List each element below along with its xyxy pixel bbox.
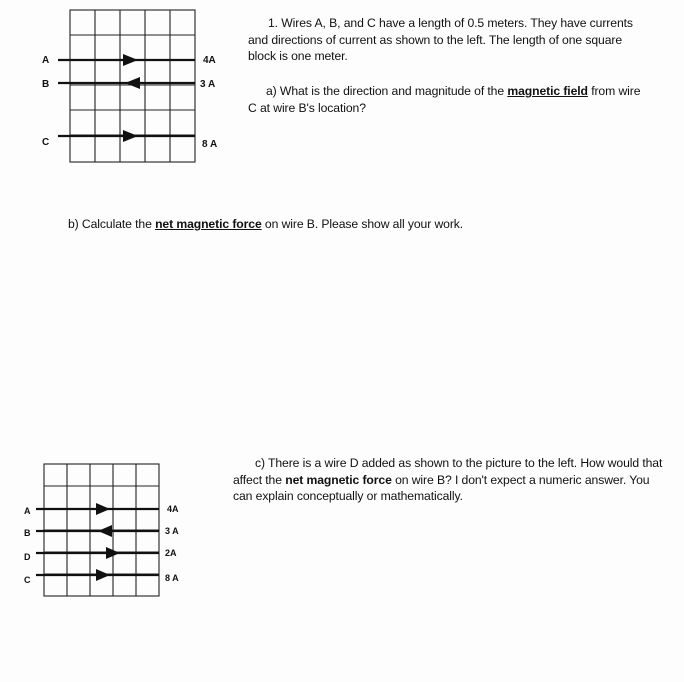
part-a-suffix: from wire C at wire B's location?: [248, 84, 641, 115]
wire-a-label: A: [24, 506, 31, 516]
wire-c-1: [42, 130, 217, 150]
part-a: [248, 83, 648, 116]
wire-c-label: C: [42, 137, 50, 148]
wire-c-current: 8 A: [202, 139, 218, 150]
wire-a-2: [24, 503, 179, 516]
wire-d-2: [24, 547, 177, 562]
part-b: [68, 216, 568, 233]
wire-a-current: 4A: [203, 55, 216, 66]
wire-d-label: D: [24, 552, 31, 562]
wire-b-1: [42, 77, 215, 90]
part-b-suffix: on wire B. Please show all your work.: [264, 217, 464, 231]
wire-a-current: 4A: [167, 504, 179, 514]
part-c-emphasis: net magnetic force: [285, 472, 392, 487]
part-c: [233, 455, 663, 505]
question-intro-text: Wires A, B, and C have a length of 0.5 meters. They have currents and directions of current as shown to the left. The length of one square block is one meter.: [248, 16, 633, 63]
wire-b-label: B: [24, 528, 31, 538]
wire-d-current: 2A: [165, 548, 177, 558]
wire-b-current: 3 A: [200, 79, 216, 90]
question-intro: [248, 15, 648, 65]
question-number: 1.: [268, 16, 278, 30]
part-a-prefix: a) What is the direction and magnitude of the: [266, 84, 505, 98]
wire-a-1: [42, 54, 216, 66]
wire-b-current: 3 A: [165, 526, 179, 536]
wire-c-current: 8 A: [165, 573, 179, 583]
wire-b-label: B: [42, 79, 50, 90]
part-c-suffix: on wire B? I don't expect a numeric answer. You can explain conceptually or mathematically.: [233, 472, 650, 503]
wire-c-2: [24, 569, 179, 585]
part-b-emphasis: net magnetic force: [155, 217, 262, 231]
part-a-emphasis: magnetic field: [507, 84, 588, 98]
part-b-prefix: b) Calculate the: [68, 217, 152, 231]
wire-a-label: A: [42, 55, 50, 66]
wire-diagram-2: [18, 462, 218, 612]
part-c-prefix: c) There is a wire D added as shown to the picture to the left. How would that affect the: [233, 456, 663, 487]
wire-c-label: C: [24, 575, 31, 585]
wire-b-2: [24, 525, 179, 538]
